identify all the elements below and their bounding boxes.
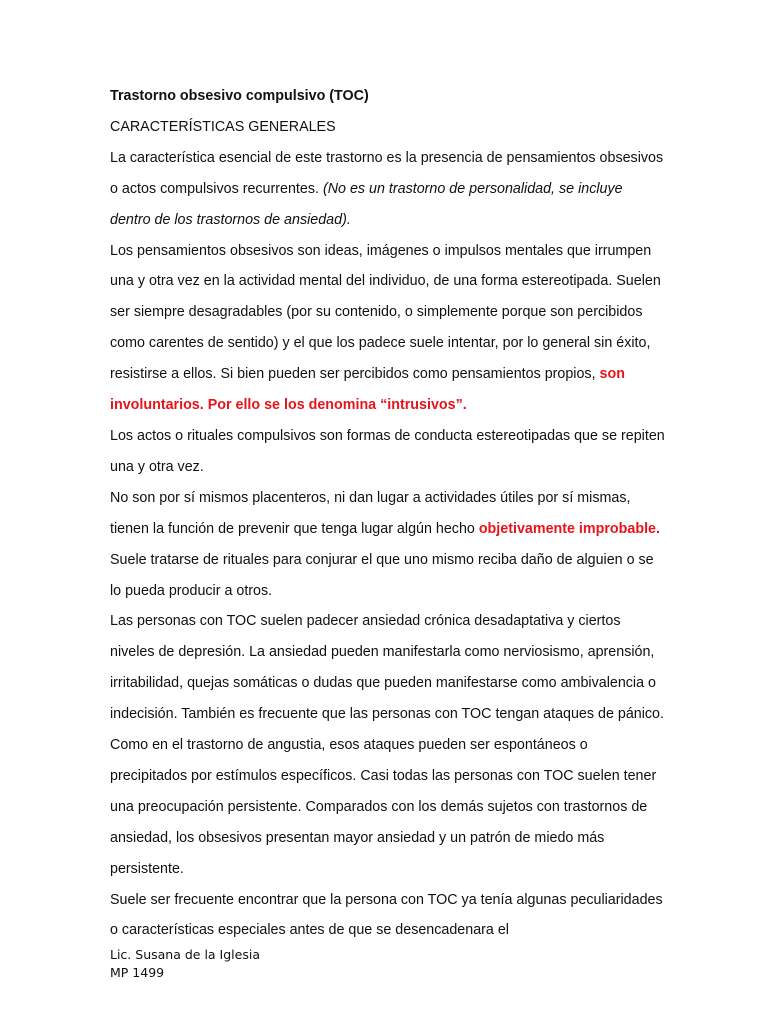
paragraph-4 — [110, 483, 666, 607]
paragraph-2-text: Los pensamientos obsesivos son ideas, imágenes o impulsos mentales que irrumpen una y otra vez en la actividad mental del individuo, de una forma estereotipada. Suelen ser siempre desagradables (por su contenido, o simplemente porque son percibidos como carentes de sentido) y el que los padece suele intentar, por lo general sin éxito, resistirse a ellos. Si bien pueden ser percibidos como pensamientos propios, — [110, 242, 661, 383]
paragraph-6: Suele ser frecuente encontrar que la persona con TOC ya tenía algunas peculiaridades o características especiales antes de que se desencadenara el — [110, 891, 663, 939]
footer-license: MP 1499 — [110, 965, 165, 980]
document-body — [110, 81, 666, 946]
paragraph-4-rest: Suele tratarse de rituales para conjurar el que uno mismo reciba daño de alguien o se lo pueda producir a otros. — [110, 551, 654, 599]
document-title: Trastorno obsesivo compulsivo (TOC) — [110, 88, 369, 104]
paragraph-3: Los actos o rituales compulsivos son formas de conducta estereotipadas que se repiten una y otra vez. — [110, 427, 665, 475]
paragraph-2-highlight: son involuntarios. Por ello se los denomina “intrusivos”. — [110, 366, 625, 414]
section-heading: CARACTERÍSTICAS GENERALES — [110, 118, 336, 135]
paragraph-2 — [110, 236, 666, 421]
paragraph-1 — [110, 143, 666, 236]
footer-author: Lic. Susana de la Iglesia — [110, 947, 260, 962]
paragraph-1-italic-note: (No es un trastorno de personalidad, se incluye dentro de los trastornos de ansiedad). — [110, 180, 623, 228]
paragraph-1-text: La característica esencial de este trastorno es la presencia de pensamientos obsesivos o actos compulsivos recurrentes. — [110, 149, 664, 197]
paragraph-4-text: No son por sí mismos placenteros, ni dan lugar a actividades útiles por sí mismas, tienen la función de prevenir que tenga lugar algún hecho — [110, 489, 631, 537]
page-footer — [110, 946, 260, 982]
paragraph-4-highlight: objetivamente improbable. — [478, 520, 660, 537]
paragraph-5: Las personas con TOC suelen padecer ansiedad crónica desadaptativa y ciertos niveles de depresión. La ansiedad pueden manifestarla como nerviosismo, aprensión, irritabilidad, quejas somáticas o dudas que pueden manifestarse como ambivalencia o indecisión. También es frecuente que las personas con TOC tengan ataques de pánico. Como en el trastorno de angustia, esos ataques pueden ser espontáneos o precipitados por estímulos específicos. Casi todas las personas con TOC suelen tener una preocupación persistente. Comparados con los demás sujetos con trastornos de ansiedad, los obsesivos presentan mayor ansiedad y un patrón de miedo más persistente. — [110, 613, 664, 877]
